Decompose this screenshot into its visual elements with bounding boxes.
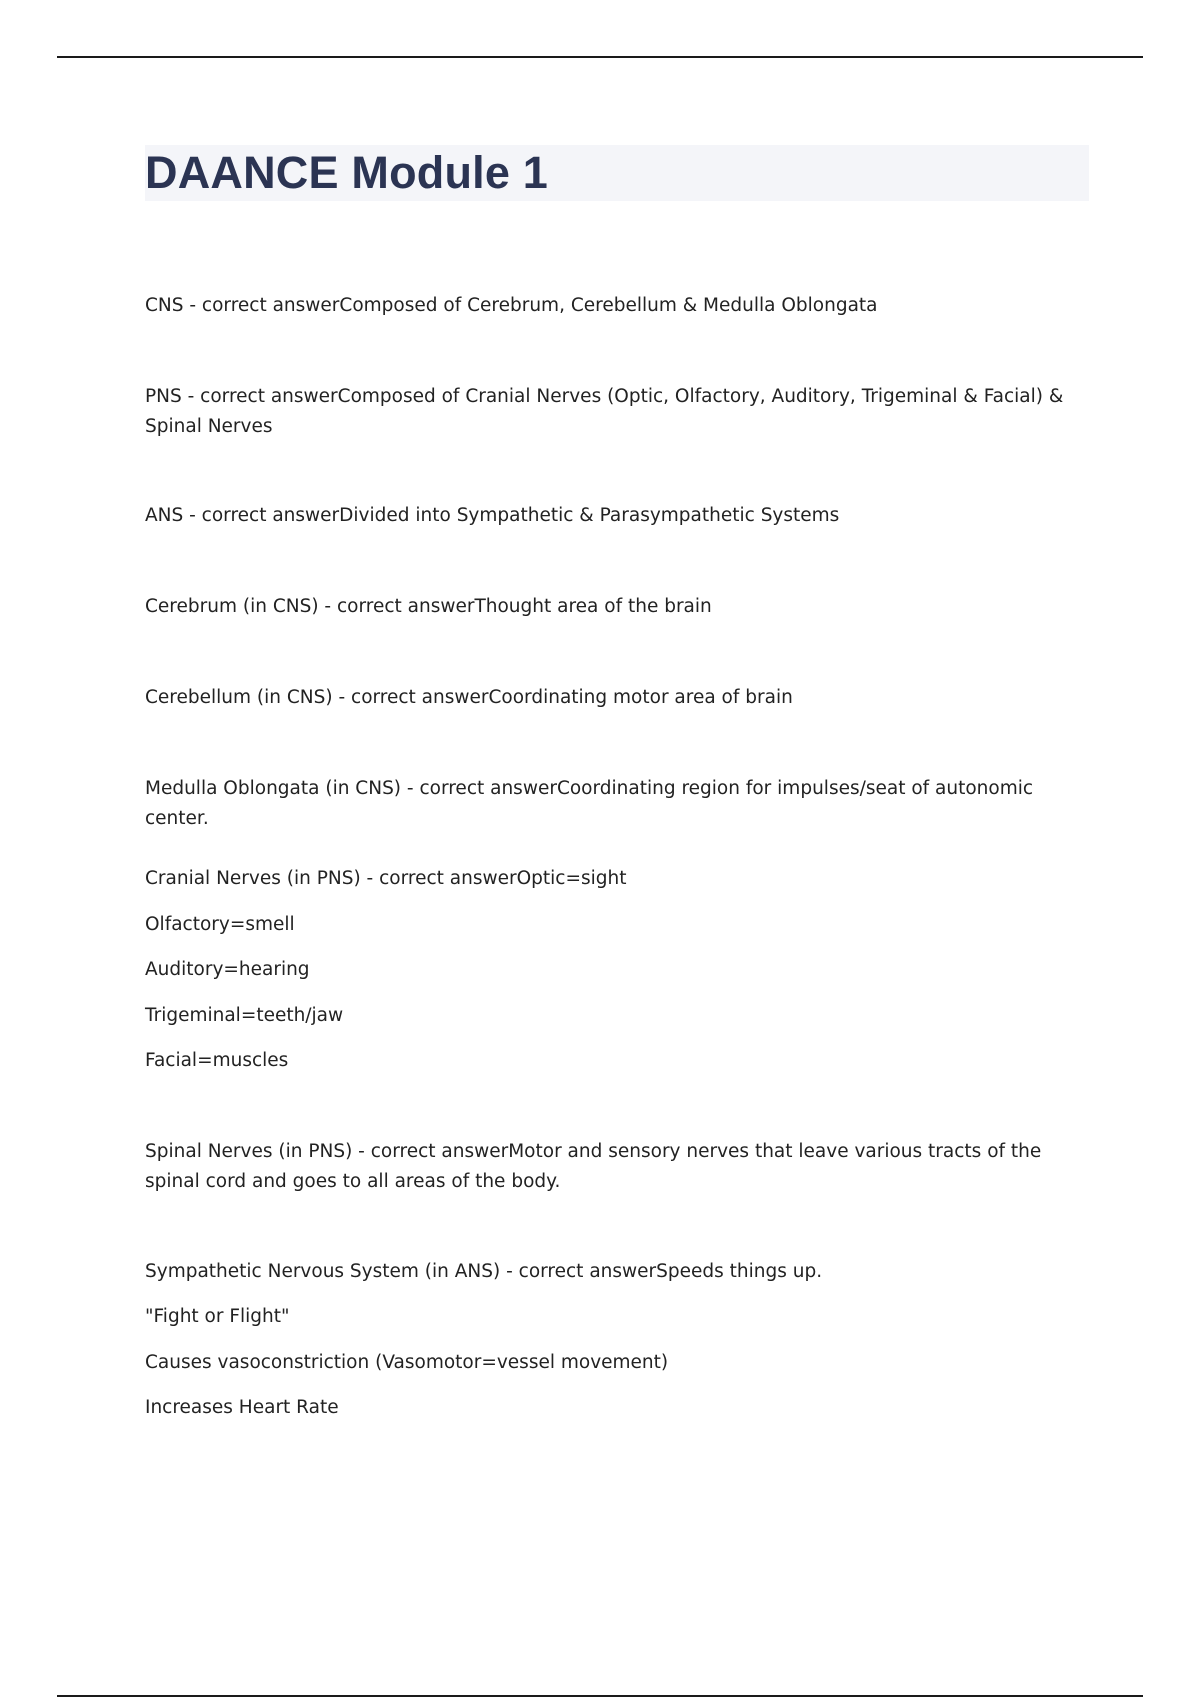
document-title: DAANCE Module 1 [145,147,549,198]
entry-pns: PNS - correct answerComposed of Cranial Nerves (Optic, Olfactory, Auditory, Trigeminal & Facial) & Spinal Nerves [145,386,1064,437]
entry-sympathetic-line: Causes vasoconstriction (Vasomotor=vessel movement) [145,1352,669,1373]
entry-cranial-nerves-line: Cranial Nerves (in PNS) - correct answerOptic=sight [145,868,627,889]
entry-sympathetic-line: "Fight or Flight" [145,1306,290,1327]
entry-cns: CNS - correct answerComposed of Cerebrum, Cerebellum & Medulla Oblongata [145,295,878,316]
entry-cranial-nerves-line: Olfactory=smell [145,914,295,935]
entry-sympathetic-line: Sympathetic Nervous System (in ANS) - correct answerSpeeds things up. [145,1261,823,1282]
entry-sympathetic-line: Increases Heart Rate [145,1397,339,1418]
entry-cranial-nerves-line: Trigeminal=teeth/jaw [145,1005,344,1026]
entry-cranial-nerves-line: Facial=muscles [145,1050,289,1071]
footer-rule [57,1695,1143,1697]
entry-cerebrum: Cerebrum (in CNS) - correct answerThought area of the brain [145,596,712,617]
header-rule [57,56,1143,58]
entry-spinal-nerves: Spinal Nerves (in PNS) - correct answerMotor and sensory nerves that leave various tracts of the spinal cord and goes to all areas of the body. [145,1141,1042,1192]
entry-cranial-nerves-line: Auditory=hearing [145,959,310,980]
entry-ans: ANS - correct answerDivided into Sympathetic & Parasympathetic Systems [145,505,840,526]
entry-cerebellum: Cerebellum (in CNS) - correct answerCoordinating motor area of brain [145,687,793,708]
entry-medulla-oblongata: Medulla Oblongata (in CNS) - correct answerCoordinating region for impulses/seat of autonomic center. [145,778,1034,829]
